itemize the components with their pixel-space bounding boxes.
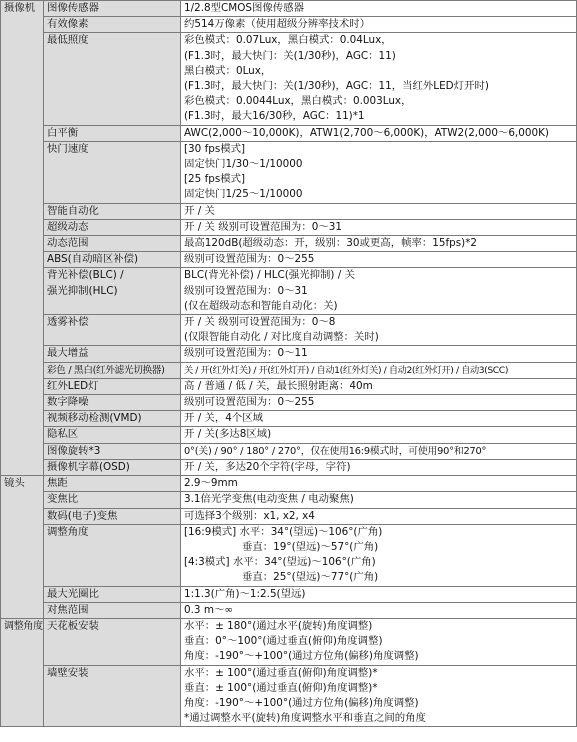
table-row — [1, 459, 577, 475]
row-value: 可选择3个级别：x1, x2, x4 — [181, 508, 577, 524]
table-row — [1, 141, 577, 203]
row-value: 级别可设置范围为：0～255 — [181, 395, 577, 411]
row-value: 高 / 普通 / 低 / 关，最长照射距离：40m — [181, 378, 577, 394]
row-label: ABS(自动暗区补偿) — [44, 252, 181, 268]
row-value: 关 / 开(红外灯关) / 开(红外灯开) / 自动1(红外灯关) / 自动2(红外灯开) / 自动3(SCC) — [181, 362, 577, 378]
row-label: 焦距 — [44, 476, 181, 492]
row-label: 图像传感器 — [44, 1, 181, 17]
table-row — [1, 203, 577, 219]
category-camera: 摄像机 — [1, 1, 44, 476]
row-label: 对焦范围 — [44, 602, 181, 618]
row-value: 开 / 关 级别可设置范围为：0～31 — [181, 219, 577, 235]
category-angle-adjust: 调整角度 — [1, 618, 44, 726]
row-label: 红外LED灯 — [44, 378, 181, 394]
table-row — [1, 1, 577, 17]
row-value: [16:9模式] 水平：34°(望远)～106°(广角) 垂直：19°(望远)～57°(广角) [4:3模式] 水平：34°(望远)～106°(广角) 垂直：25°(望远)～77°(广角) — [181, 524, 577, 586]
table-row — [1, 492, 577, 508]
table-row — [1, 378, 577, 394]
row-value: 水平：± 180°(通过水平(旋转)角度调整) 垂直：0°～100°(通过垂直(俯仰)角度调整) 角度：-190°～+100°(通过方位角(偏移)角度调整) — [181, 618, 577, 665]
row-value: 彩色模式：0.07Lux，黑白模式：0.04Lux， (F1.3时，最大快门：关(1/30秒)，AGC：11) 黑白模式：0Lux， (F1.3时，最大快门：关(1/30秒)，AGC：11，当红外LED灯开时) 彩色模式：0.0044Lux，黑白模式：0.003Lux， (F1.3时，最大16/30秒，AGC：11)*1 — [181, 33, 577, 125]
row-value: 1:1.3(广角)～1:2.5(望远) — [181, 586, 577, 602]
table-row — [1, 252, 577, 268]
row-label: 数字降噪 — [44, 395, 181, 411]
row-value: 0°(关) / 90° / 180° / 270°，仅在使用16:9模式时，可使用90°和270° — [181, 443, 577, 459]
row-label: 图像旋转*3 — [44, 443, 181, 459]
row-label: 白平衡 — [44, 125, 181, 141]
row-value: 2.9～9mm — [181, 476, 577, 492]
row-value: 最高120dB(超级动态：开，级别：30或更高，帧率：15fps)*2 — [181, 236, 577, 252]
table-row — [1, 508, 577, 524]
row-label: 调整角度 — [44, 524, 181, 586]
row-label: 背光补偿(BLC) / 强光抑制(HLC) — [44, 268, 181, 315]
row-value: 级别可设置范围为：0～11 — [181, 346, 577, 362]
row-label: 天花板安装 — [44, 618, 181, 665]
row-label: 数码(电子)变焦 — [44, 508, 181, 524]
table-row — [1, 602, 577, 618]
row-value: 1/2.8型CMOS图像传感器 — [181, 1, 577, 17]
row-value: 约514万像素（使用超级分辨率技术时） — [181, 17, 577, 33]
row-value: 开 / 关 级别可设置范围为：0～8 (仅限智能自动化 / 对比度自动调整：关时) — [181, 315, 577, 346]
row-label: 隐私区 — [44, 427, 181, 443]
row-label: 超级动态 — [44, 219, 181, 235]
row-label: 摄像机字幕(OSD) — [44, 459, 181, 475]
table-row — [1, 219, 577, 235]
table-row — [1, 476, 577, 492]
row-value: 开 / 关(多达8区域) — [181, 427, 577, 443]
row-label: 视频移动检测(VMD) — [44, 411, 181, 427]
row-label: 变焦比 — [44, 492, 181, 508]
row-value: 开 / 关，4个区域 — [181, 411, 577, 427]
table-row — [1, 443, 577, 459]
row-value: AWC(2,000～10,000K)，ATW1(2,700～6,000K)，ATW2(2,000～6,000K) — [181, 125, 577, 141]
row-label: 最大增益 — [44, 346, 181, 362]
table-row — [1, 315, 577, 346]
table-row — [1, 411, 577, 427]
row-label: 彩色 / 黑白(红外滤光切换器) — [44, 362, 181, 378]
row-label: 快门速度 — [44, 141, 181, 203]
row-value: 级别可设置范围为：0～255 — [181, 252, 577, 268]
category-lens: 镜头 — [1, 476, 44, 619]
table-row — [1, 665, 577, 727]
table-row — [1, 618, 577, 665]
table-row — [1, 362, 577, 378]
row-label: 动态范围 — [44, 236, 181, 252]
table-row — [1, 395, 577, 411]
row-label: 有效像素 — [44, 17, 181, 33]
table-row — [1, 346, 577, 362]
table-row — [1, 268, 577, 315]
row-value: 开 / 关，多达20个字符(字母，字符) — [181, 459, 577, 475]
table-row — [1, 125, 577, 141]
table-row — [1, 33, 577, 125]
row-value: 3.1倍光学变焦(电动变焦 / 电动聚焦) — [181, 492, 577, 508]
row-label: 透雾补偿 — [44, 315, 181, 346]
row-label: 最大光圈比 — [44, 586, 181, 602]
row-value: 开 / 关 — [181, 203, 577, 219]
row-label: 智能自动化 — [44, 203, 181, 219]
table-row — [1, 524, 577, 586]
row-label: 最低照度 — [44, 33, 181, 125]
row-value: [30 fps模式] 固定快门1/30～1/10000 [25 fps模式] 固定快门1/25～1/10000 — [181, 141, 577, 203]
table-row — [1, 236, 577, 252]
row-value: 水平：± 100°(通过垂直(俯仰)角度调整)* 垂直：± 100°(通过垂直(俯仰)角度调整)* 角度：-190°～+100°(通过方位角(偏移)角度调整) *通过调整水平(旋转)角度调整水平和垂直之间的角度 — [181, 665, 577, 727]
row-label: 墙壁安装 — [44, 665, 181, 727]
row-value: 0.3 m～∞ — [181, 602, 577, 618]
table-row — [1, 427, 577, 443]
table-row — [1, 17, 577, 33]
row-value: BLC(背光补偿) / HLC(强光抑制) / 关 级别可设置范围为：0～31 (仅在超级动态和智能自动化：关) — [181, 268, 577, 315]
table-row — [1, 586, 577, 602]
